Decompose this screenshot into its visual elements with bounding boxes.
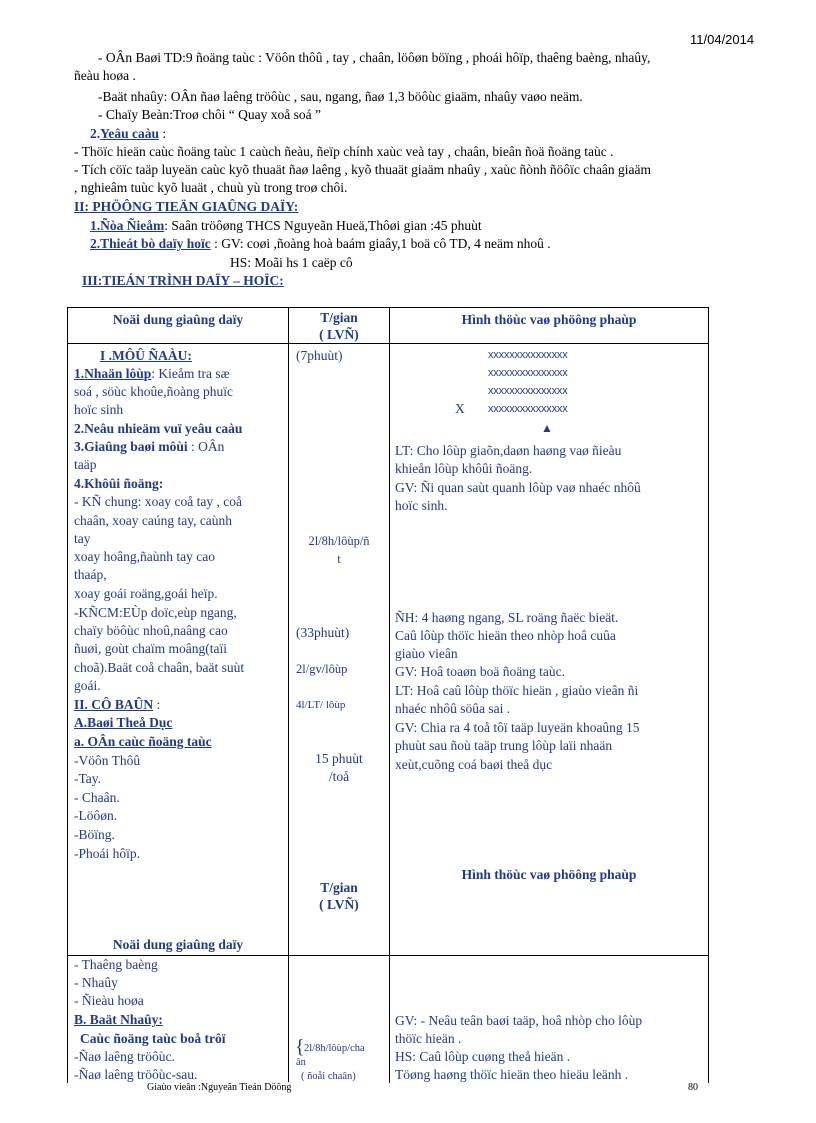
time-group-a: 15 phuùt (315, 751, 363, 766)
teacher-position-mark: X (455, 401, 465, 416)
exercise-4: -Löôøn. (74, 808, 118, 823)
warmup-line-5: thaáp, (74, 567, 107, 582)
requirements-heading (90, 126, 166, 142)
section-3-title: III:TIEÁN TRÌNH DAÏY – HOÏC: (82, 273, 284, 288)
method-line-9: LT: Hoâ caû lôùp thöïc hieän , giaùo vieân ñi (395, 683, 639, 698)
warmup-line-10: choã).Baät coå chaân, baät suùt (74, 660, 245, 675)
location-text: : Saân tröôøng THCS Nguyeãn Hueä,Thôøi gian :45 phuùt (164, 218, 482, 233)
warmup-line-3: tay (74, 531, 91, 546)
jump-method-line-4: Töøng haøng thöïc hieän theo hieäu leänh . (395, 1067, 629, 1082)
section-a-title: A.Baøi Theå Dục (74, 715, 173, 730)
time-jump-b: ân (296, 1057, 306, 1068)
item-4: 4.Khôûi ñoäng: (74, 476, 164, 491)
exercise-5: -Böïng. (74, 827, 115, 842)
brace-symbol: { (295, 1036, 305, 1058)
jump-method-line-1: GV: - Neâu teân baøi taäp, hoâ nhòp cho lôùp (395, 1013, 643, 1028)
part-2-title: II. CÔ BAÛN : (74, 697, 161, 712)
time-main: (33phuùt) (296, 625, 350, 640)
table-row-divider (67, 955, 709, 956)
item-1: 1.Nhaän lôùp: Kieåm tra sæ (74, 366, 230, 381)
section-a-sub: a. OÂn caùc ñoäng taùc (74, 734, 212, 749)
jump-exercise-2: -Ñaø laêng tröôùc-sau. (74, 1067, 198, 1082)
time-warmup-a: 2l/8h/lôùp/ñ (308, 534, 370, 548)
formation-row-4: xxxxxxxxxxxxxxx (488, 403, 568, 415)
time-lt: 4l/LT/ lôùp (296, 699, 346, 711)
table-header-divider (67, 343, 709, 344)
header-date: 11/04/2014 (690, 32, 755, 47)
time-group-b: /toå (328, 769, 350, 784)
section-b-sub: Caùc ñoäng taùc boå trôï (80, 1031, 226, 1046)
equipment-label: 2.Thieát bò daïy hoïc (90, 236, 211, 251)
time-gv: 2l/gv/lôùp (296, 662, 348, 676)
warmup-line-11: goái. (74, 678, 101, 693)
equipment-text: : GV: coøi ,ñoàng hoà baám giaây,1 boä cô TD, 4 neäm nhoû . (210, 236, 551, 251)
method-line-4: hoïc sinh. (395, 498, 448, 513)
warmup-line-2: chaân, xoay caúng tay, caùnh (74, 513, 233, 528)
warmup-line-9: ñuøi, goùt chaïm moâng(taïi (74, 641, 227, 656)
time-jump-c: ( ñoåi chaân) (301, 1071, 356, 1082)
method-line-3: GV: Ñi quan saùt quanh lôùp vaø nhaéc nhôû (395, 480, 641, 495)
repeat-header-time-1: T/gian (320, 880, 358, 895)
section-b-title: B. Baät Nhaûy: (74, 1012, 163, 1027)
table-border-top (67, 307, 709, 308)
jump-method-line-3: HS: Caû lôùp cuøng theå hieän . (395, 1049, 571, 1064)
formation-row-1: xxxxxxxxxxxxxxx (488, 349, 568, 361)
exercise-1: -Vöôn Thôû (74, 753, 141, 768)
requirements-number: 2. (90, 126, 101, 141)
part-1-title: I .MÔÛ ÑAÀU: (100, 348, 192, 363)
repeat-header-method: Hình thöùc vaø phöông phaùp (461, 867, 637, 882)
method-line-8: GV: Hoâ toaøn boä ñoäng taùc. (395, 664, 565, 679)
formation-row-2: xxxxxxxxxxxxxxx (488, 367, 568, 379)
method-line-2: khieån lôùp khôûi ñoäng. (395, 461, 533, 476)
footer-page-number: 80 (688, 1082, 698, 1093)
table-column-divider-2 (389, 307, 390, 1083)
requirements-colon: : (159, 126, 167, 141)
exercise-7: - Thaêng baèng (74, 957, 158, 972)
warmup-line-4: xoay hoâng,ñaùnh tay cao (74, 549, 215, 564)
location-label: 1.Ñòa Ñieåm (90, 218, 165, 233)
warmup-line-7: -KÑCM:EÙp doïc,eùp ngang, (74, 605, 237, 620)
footer-teacher: Giaùo vieân :Nguyeãn Tieán Döõng (147, 1082, 292, 1093)
formation-row-3: xxxxxxxxxxxxxxx (488, 385, 568, 397)
item-1-cont: soá , söùc khoûe,ñoàng phuïc (74, 384, 233, 399)
intro-line-6: - Tích cöïc taäp luyeän caùc kyõ thuaät ñaø laêng , kyõ thuaät giaäm nhaûy , xaùc ñònh ñöôïc chaân giaäm (74, 162, 652, 177)
student-equipment: HS: Moãi hs 1 caëp cô (230, 255, 353, 270)
method-line-5: ÑH: 4 haøng ngang, SL roäng ñaëc bieät. (395, 610, 619, 625)
time-opening: (7phuùt) (296, 348, 343, 363)
method-line-11: GV: Chia ra 4 toå tôï taäp luyeän khoaûng 15 (395, 720, 640, 735)
section-2-item-2 (90, 236, 551, 252)
section-2-item-1 (90, 218, 482, 234)
warmup-line-8: chaïy böôùc nhoû,naâng cao (74, 623, 228, 638)
jump-exercise-1: -Ñaø laêng tröôùc. (74, 1049, 175, 1064)
direction-arrow-icon: ▲ (541, 421, 553, 435)
exercise-2: -Tay. (74, 771, 102, 786)
method-line-1: LT: Cho lôùp giaõn,daøn haøng vaø ñieàu (395, 443, 622, 458)
table-border-right (708, 307, 709, 1083)
intro-line-1: - OÂn Baøi TD:9 ñoäng taùc : Vöôn thôû , tay , chaân, löôøn böïng , phoái hôïp, thaêng baèng, nhaûy, (98, 50, 651, 65)
table-border-left (67, 307, 68, 1083)
repeat-header-content: Noäi dung giaûng daïy (112, 937, 244, 952)
method-line-12: phuùt sau ñoù taäp trung lôùp laïi nhaän (395, 738, 613, 753)
repeat-header-time-2: ( LVÑ) (319, 897, 359, 912)
table-column-divider-1 (288, 307, 289, 1083)
item-1-cont-2: hoïc sinh (74, 402, 124, 417)
item-2: 2.Neâu nhieäm vuï yeâu caàu (74, 421, 243, 436)
method-line-7: giaùo vieân (395, 646, 458, 661)
item-3-cont: taäp (74, 457, 97, 472)
exercise-6: -Phoái hôïp. (74, 846, 140, 861)
item-3: 3.Giaûng baøi môùi : OÂn (74, 439, 225, 454)
intro-line-2: ñeàu hoøa . (74, 68, 136, 83)
time-jump-a: 2l/8h/lôùp/cha (304, 1043, 365, 1054)
exercise-8: - Nhaûy (74, 975, 118, 990)
time-warmup-b: t (337, 552, 341, 566)
intro-line-4: - Chaïy Beàn:Troø chôi “ Quay xoå soá ” (98, 107, 321, 122)
intro-line-7: , nghieâm tuùc kyõ luaät , chuù yù trong troø chôi. (74, 180, 348, 195)
method-line-10: nhaéc nhôû söûa sai . (395, 701, 511, 716)
header-content: Noäi dung giaûng daïy (112, 312, 244, 327)
intro-line-5: - Thöïc hieän caùc ñoäng taùc 1 caùch ñeàu, ñeïp chính xaùc veà tay , chaân, bieân ñoä ñoäng taùc . (74, 144, 614, 159)
header-time-line-1: T/gian (320, 310, 358, 325)
exercise-3: - Chaân. (74, 790, 120, 805)
jump-method-line-2: thöïc hieän . (395, 1031, 462, 1046)
warmup-line-6: xoay goái roäng,goái heïp. (74, 586, 218, 601)
header-time-line-2: ( LVÑ) (319, 327, 359, 342)
requirements-title: Yeâu caàu (100, 126, 160, 141)
header-method: Hình thöùc vaø phöông phaùp (461, 312, 637, 327)
method-line-13: xeùt,cuõng coá baøi theå dục (395, 757, 553, 772)
section-2-title: II: PHÖÔNG TIEÄN GIAÛNG DAÏY: (74, 199, 299, 214)
exercise-9: - Ñieàu hoøa (74, 993, 144, 1008)
warmup-line-1: - KÑ chung: xoay coå tay , coå (74, 494, 242, 509)
intro-line-3: -Baät nhaûy: OÂn ñaø laêng tröôùc , sau, ngang, ñaø 1,3 böôùc giaäm, nhaûy vaøo neäm. (98, 89, 583, 104)
method-line-6: Caû lôùp thöïc hieän theo nhòp hoâ cuûa (395, 628, 616, 643)
